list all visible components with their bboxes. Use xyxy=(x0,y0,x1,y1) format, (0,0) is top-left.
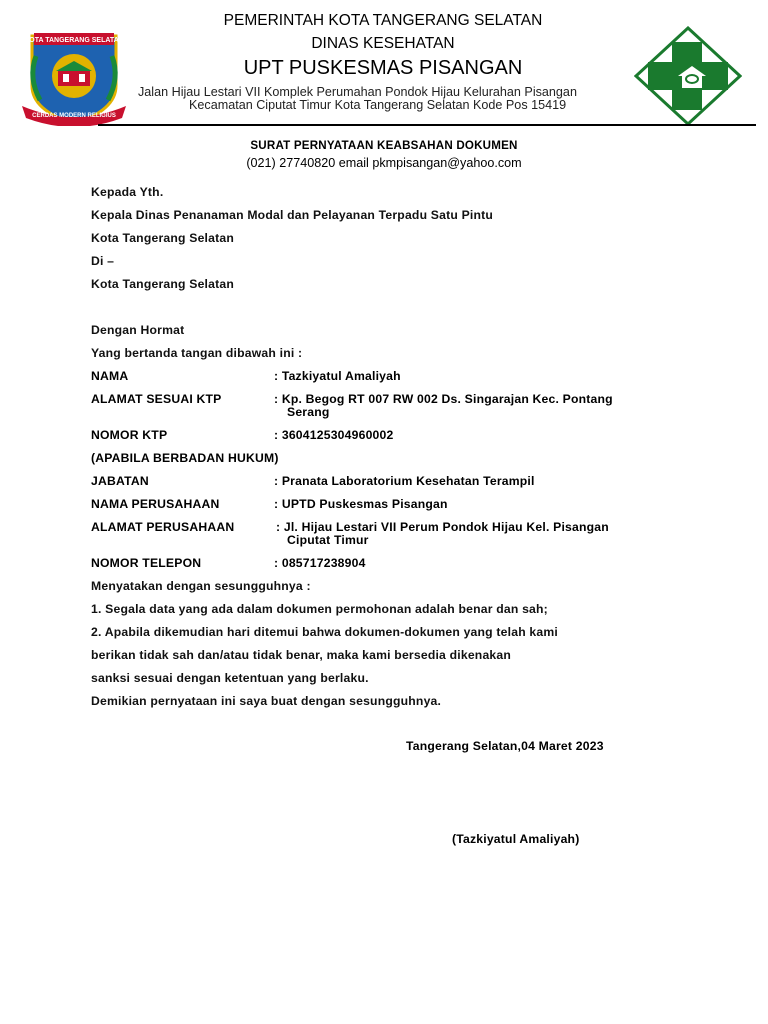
department-name: DINAS KESEHATAN xyxy=(311,35,455,52)
statement-lead: Menyatakan dengan sesungguhnya : xyxy=(91,579,311,593)
header-divider xyxy=(98,124,756,126)
field-alamat-ktp-label: ALAMAT SESUAI KTP xyxy=(91,392,222,406)
address-line-2: Kecamatan Ciputat Timur Kota Tangerang Selatan Kode Pos 15419 xyxy=(189,98,567,112)
recipient-city: Kota Tangerang Selatan xyxy=(91,231,235,245)
field-alamat-perusahaan-value: : Jl. Hijau Lestari VII Perum Pondok Hijau Kel. Pisangan xyxy=(276,520,609,534)
recipient-city-2: Kota Tangerang Selatan xyxy=(91,277,235,291)
statement-closing: Demikian pernyataan ini saya buat dengan sesungguhnya. xyxy=(91,694,442,708)
statement-point-2a: 2. Apabila dikemudian hari ditemui bahwa dokumen-dokumen yang telah kami xyxy=(91,625,559,639)
field-alamat-perusahaan-label: ALAMAT PERUSAHAAN xyxy=(91,520,235,534)
document-title: SURAT PERNYATAAN KEABSAHAN DOKUMEN xyxy=(250,139,518,152)
intro: Yang bertanda tangan dibawah ini : xyxy=(91,346,303,360)
letterhead xyxy=(0,0,768,130)
field-nama-perusahaan-label: NAMA PERUSAHAAN xyxy=(91,497,220,511)
recipient: Kepala Dinas Penanaman Modal dan Pelayanan Terpadu Satu Pintu xyxy=(91,208,494,222)
field-nomor-telepon-value: : 085717238904 xyxy=(274,556,366,570)
signer-name: (Tazkiyatul Amaliyah) xyxy=(452,832,580,846)
place-date: Tangerang Selatan,04 Maret 2023 xyxy=(406,739,604,753)
field-nama-value: : Tazkiyatul Amaliyah xyxy=(274,369,401,383)
government-name: PEMERINTAH KOTA TANGERANG SELATAN xyxy=(223,12,543,29)
field-jabatan-label: JABATAN xyxy=(91,474,149,488)
institution-name: UPT PUSKESMAS PISANGAN xyxy=(243,57,523,79)
field-nama-perusahaan-value: : UPTD Puskesmas Pisangan xyxy=(274,497,448,511)
contact-line: (021) 27740820 email pkmpisangan@yahoo.com xyxy=(246,156,522,170)
field-alamat-perusahaan-value-cont: Ciputat Timur xyxy=(287,533,369,547)
field-nomor-ktp-value: : 3604125304960002 xyxy=(274,428,394,442)
field-nama-label: NAMA xyxy=(91,369,129,383)
field-nomor-telepon-label: NOMOR TELEPON xyxy=(91,556,202,570)
emblem-ribbon-text: CERDAS MODERN RELIGIUS xyxy=(32,113,116,119)
address-line-1: Jalan Hijau Lestari VII Komplek Perumahan Pondok Hijau Kelurahan Pisangan xyxy=(138,85,577,99)
field-jabatan-value: : Pranata Laboratorium Kesehatan Terampil xyxy=(274,474,535,488)
greeting: Kepada Yth. xyxy=(91,185,164,199)
field-nomor-ktp-label: NOMOR KTP xyxy=(91,428,168,442)
field-alamat-ktp-value: : Kp. Begog RT 007 RW 002 Ds. Singarajan Kec. Pontang xyxy=(274,392,613,406)
emblem-banner-text: KOTA TANGERANG SELATAN xyxy=(24,37,124,44)
statement-point-2c: sanksi sesuai dengan ketentuan yang berlaku. xyxy=(91,671,369,685)
statement-point-2b: berikan tidak sah dan/atau tidak benar, maka kami bersedia dikenakan xyxy=(91,648,512,662)
puskesmas-cross-icon xyxy=(634,26,742,126)
di-line: Di – xyxy=(91,254,115,268)
field-alamat-ktp-value-cont: Serang xyxy=(287,405,330,419)
opening: Dengan Hormat xyxy=(91,323,185,337)
statement-point-1: 1. Segala data yang ada dalam dokumen permohonan adalah benar dan sah; xyxy=(91,602,548,616)
badan-hukum-heading: (APABILA BERBADAN HUKUM) xyxy=(91,451,279,465)
